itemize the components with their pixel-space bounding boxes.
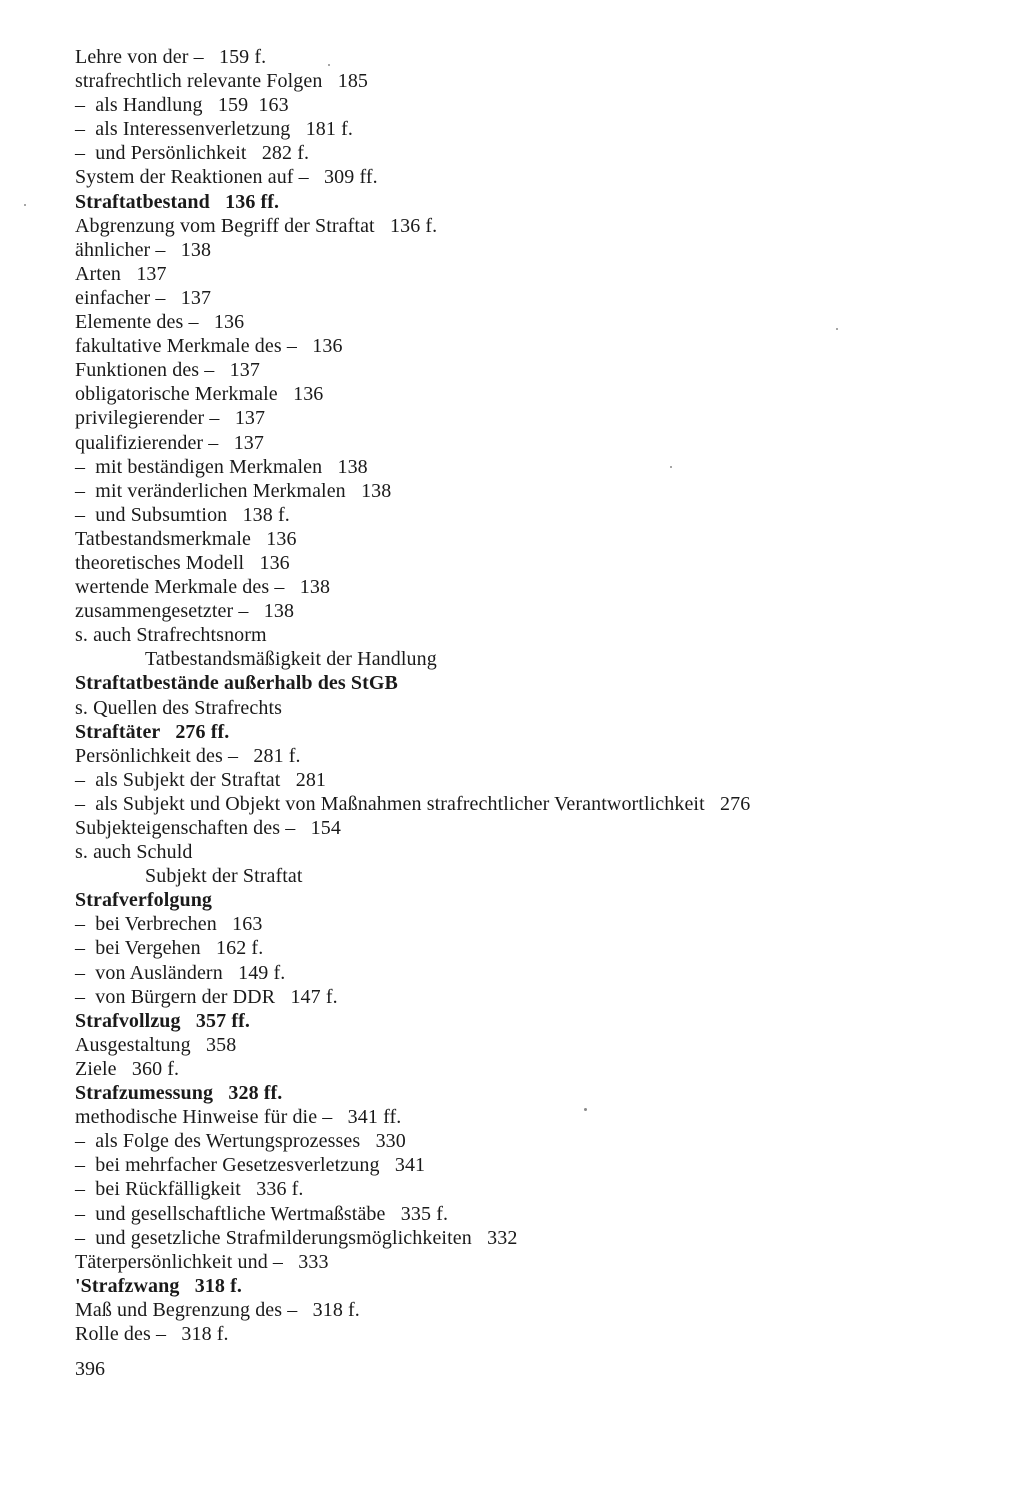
index-heading: Straftatbestand 136 ff. bbox=[75, 190, 280, 213]
index-entry: Maß und Begrenzung des – 318 f. bbox=[75, 1298, 360, 1321]
index-entry: System der Reaktionen auf – 309 ff. bbox=[75, 166, 378, 189]
index-entry: Tatbestandsmäßigkeit der Handlung bbox=[145, 648, 437, 671]
index-entry: – und gesellschaftliche Wertmaßstäbe 335 f. bbox=[75, 1202, 449, 1225]
index-entry: ähnlicher – 138 bbox=[75, 238, 212, 261]
index-entry: wertende Merkmale des – 138 bbox=[75, 576, 331, 599]
index-entry: zusammengesetzter – 138 bbox=[75, 600, 295, 623]
index-heading: 'Strafzwang 318 f. bbox=[75, 1274, 242, 1297]
index-entry: Arten 137 bbox=[75, 262, 167, 285]
index-heading: Straftatbestände außerhalb des StGB bbox=[75, 672, 398, 695]
index-entry: Subjekt der Straftat bbox=[145, 865, 303, 888]
index-entry: s. auch Strafrechtsnorm bbox=[75, 624, 267, 647]
page-number: 396 bbox=[75, 1358, 105, 1380]
index-entry: – als Interessenverletzung 181 f. bbox=[75, 118, 353, 141]
index-entry: Abgrenzung vom Begriff der Straftat 136 f. bbox=[75, 214, 438, 237]
index-entry: s. auch Schuld bbox=[75, 841, 193, 864]
index-entry: Elemente des – 136 bbox=[75, 311, 245, 334]
index-entry: theoretisches Modell 136 bbox=[75, 551, 290, 574]
index-entry: einfacher – 137 bbox=[75, 286, 212, 309]
index-entry: strafrechtlich relevante Folgen 185 bbox=[75, 70, 369, 93]
index-entry: methodische Hinweise für die – 341 ff. bbox=[75, 1106, 402, 1129]
index-entry: Subjekteigenschaften des – 154 bbox=[75, 817, 341, 839]
index-entry: Funktionen des – 137 bbox=[75, 359, 260, 382]
index-heading: Straftäter 276 ff. bbox=[75, 720, 230, 743]
index-entry: – als Subjekt und Objekt von Maßnahmen strafrechtlicher Verantwortlichkeit 276 bbox=[75, 792, 751, 815]
index-entry: Tatbestandsmerkmale 136 bbox=[75, 527, 297, 550]
index-entry: Persönlichkeit des – 281 f. bbox=[75, 744, 301, 767]
scan-speck bbox=[670, 466, 672, 468]
index-entry: – und Subsumtion 138 f. bbox=[75, 503, 290, 526]
index-entry: – und gesetzliche Strafmilderungsmöglichkeiten 332 bbox=[75, 1226, 518, 1249]
index-entry: Ausgestaltung 358 bbox=[75, 1033, 237, 1056]
index-entry: qualifizierender – 137 bbox=[75, 431, 264, 454]
index-heading: Strafverfolgung bbox=[75, 889, 213, 912]
index-entry: s. Quellen des Strafrechts bbox=[75, 696, 282, 719]
scan-speck bbox=[836, 328, 838, 330]
index-entry: obligatorische Merkmale 136 bbox=[75, 383, 324, 406]
index-entry: – bei Verbrechen 163 bbox=[75, 913, 263, 936]
index-heading: Strafvollzug 357 ff. bbox=[75, 1009, 250, 1032]
index-entry: Lehre von der – 159 f. bbox=[75, 46, 267, 68]
index-entry: – als Folge des Wertungsprozesses 330 bbox=[75, 1130, 406, 1153]
index-entries bbox=[75, 45, 995, 1346]
index-entry: – von Bürgern der DDR 147 f. bbox=[75, 985, 338, 1008]
index-entry: – bei Rückfälligkeit 336 f. bbox=[75, 1178, 304, 1201]
index-entry: – als Handlung 159 163 bbox=[75, 94, 289, 117]
index-entry: – mit veränderlichen Merkmalen 138 bbox=[75, 479, 392, 502]
index-entry: – als Subjekt der Straftat 281 bbox=[75, 768, 327, 791]
index-entry: – und Persönlichkeit 282 f. bbox=[75, 142, 310, 165]
index-entry: Ziele 360 f. bbox=[75, 1057, 180, 1080]
index-entry: – bei Vergehen 162 f. bbox=[75, 937, 264, 960]
scan-speck bbox=[24, 204, 26, 206]
index-entry: – mit beständigen Merkmalen 138 bbox=[75, 455, 368, 478]
index-entry: Rolle des – 318 f. bbox=[75, 1322, 229, 1345]
index-heading: Strafzumessung 328 ff. bbox=[75, 1082, 283, 1105]
index-entry: Täterpersönlichkeit und – 333 bbox=[75, 1250, 329, 1273]
index-entry: – bei mehrfacher Gesetzesverletzung 341 bbox=[75, 1154, 426, 1177]
index-entry: privilegierender – 137 bbox=[75, 407, 266, 430]
scan-speck bbox=[584, 1108, 587, 1111]
scan-speck bbox=[328, 64, 330, 66]
index-entry: fakultative Merkmale des – 136 bbox=[75, 335, 343, 358]
index-entry: – von Ausländern 149 f. bbox=[75, 961, 286, 984]
